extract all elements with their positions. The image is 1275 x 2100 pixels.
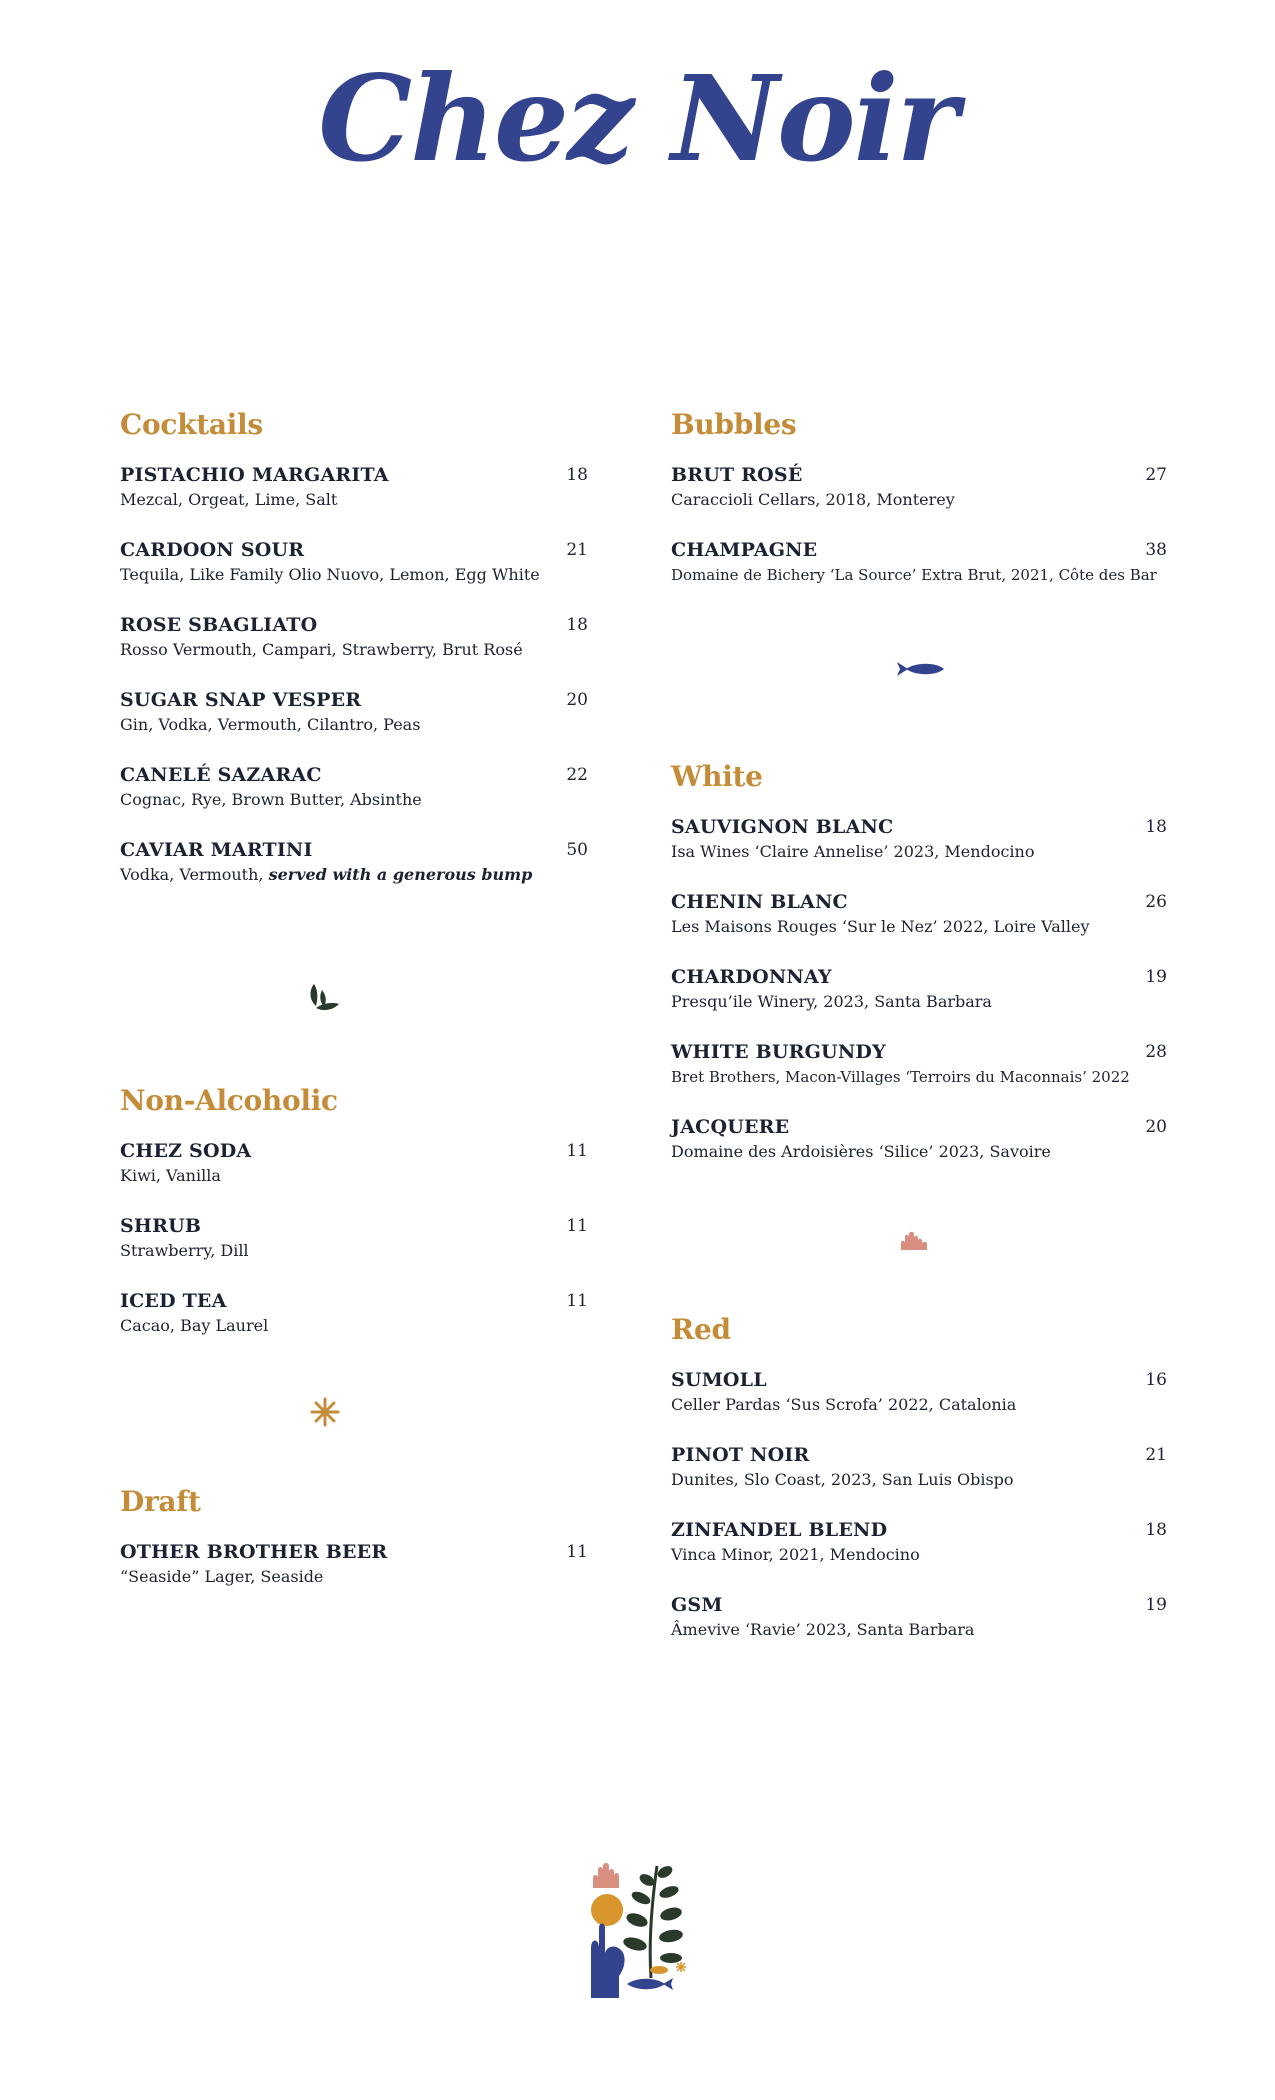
menu-item (120, 1138, 588, 1213)
item-description: Vinca Minor, 2021, Mendocino (671, 1545, 920, 1564)
item-name: CAVIAR MARTINI (120, 839, 313, 861)
item-price: 11 (566, 1141, 588, 1161)
menu-item (120, 762, 588, 837)
item-name: SAUVIGNON BLANC (671, 816, 894, 838)
item-description (120, 863, 588, 887)
item-price: 28 (1145, 1042, 1167, 1062)
item-name: PINOT NOIR (671, 1444, 810, 1466)
section-heading: Cocktails (120, 408, 263, 441)
item-name: ZINFANDEL BLEND (671, 1519, 888, 1541)
item-description: Cacao, Bay Laurel (120, 1316, 269, 1335)
section-heading: Draft (120, 1485, 201, 1518)
section-bubbles (671, 408, 1167, 612)
item-price: 26 (1145, 892, 1167, 912)
item-description: Kiwi, Vanilla (120, 1166, 221, 1185)
menu-item (120, 687, 588, 762)
item-description: Strawberry, Dill (120, 1241, 249, 1260)
menu-item (671, 1592, 1167, 1667)
botanical-logo (585, 1858, 695, 1998)
item-price: 27 (1145, 465, 1167, 485)
item-name: WHITE BURGUNDY (671, 1041, 886, 1063)
item-name: ROSE SBAGLIATO (120, 614, 318, 636)
item-price: 20 (1145, 1117, 1167, 1137)
item-price: 38 (1145, 540, 1167, 560)
menu-item (671, 1442, 1167, 1517)
sun-icon (310, 1397, 340, 1427)
section-red (671, 1313, 1167, 1667)
section-draft (120, 1485, 588, 1614)
menu-item (120, 837, 588, 912)
item-description: Les Maisons Rouges ‘Sur le Nez’ 2022, Loire Valley (671, 917, 1090, 936)
item-price: 11 (566, 1291, 588, 1311)
item-name: OTHER BROTHER BEER (120, 1541, 388, 1563)
item-description: Bret Brothers, Macon-Villages ‘Terroirs du Maconnais’ 2022 (671, 1068, 1130, 1086)
menu-item (120, 537, 588, 612)
menu-item (671, 964, 1167, 1039)
menu-item (120, 1539, 588, 1614)
item-name: SUGAR SNAP VESPER (120, 689, 362, 711)
menu-item (120, 1213, 588, 1288)
menu-item (671, 814, 1167, 889)
item-name: GSM (671, 1594, 723, 1616)
item-description: Rosso Vermouth, Campari, Strawberry, Brut Rosé (120, 640, 523, 659)
item-price: 11 (566, 1542, 588, 1562)
item-price: 19 (1145, 967, 1167, 987)
item-price: 21 (566, 540, 588, 560)
item-price: 18 (566, 465, 588, 485)
menu-item (120, 462, 588, 537)
section-heading: White (671, 760, 763, 793)
item-price: 18 (1145, 1520, 1167, 1540)
item-price: 16 (1145, 1370, 1167, 1390)
menu-item (671, 1517, 1167, 1592)
coral-icon (900, 1231, 930, 1251)
item-description-emphasis: served with a generous bump (268, 865, 533, 884)
item-description: Domaine de Bichery ‘La Source’ Extra Brut, 2021, Côte des Bar (671, 566, 1157, 584)
menu-item (671, 1039, 1167, 1114)
menu-item (671, 1114, 1167, 1189)
item-description: Gin, Vodka, Vermouth, Cilantro, Peas (120, 715, 421, 734)
item-description: “Seaside” Lager, Seaside (120, 1567, 324, 1586)
item-price: 21 (1145, 1445, 1167, 1465)
item-name: SHRUB (120, 1215, 202, 1237)
item-price: 11 (566, 1216, 588, 1236)
item-name: SUMOLL (671, 1369, 767, 1391)
item-name: CANELÉ SAZARAC (120, 764, 322, 786)
item-description: Celler Pardas ‘Sus Scrofa’ 2022, Catalonia (671, 1395, 1017, 1414)
item-name: CHARDONNAY (671, 966, 832, 988)
item-description: Domaine des Ardoisières ‘Silice’ 2023, Savoire (671, 1142, 1051, 1161)
item-description: Isa Wines ‘Claire Annelise’ 2023, Mendocino (671, 842, 1035, 861)
item-description: Presqu’ile Winery, 2023, Santa Barbara (671, 992, 992, 1011)
item-price: 22 (566, 765, 588, 785)
menu-item (671, 1367, 1167, 1442)
section-non-alcoholic (120, 1084, 588, 1363)
section-white (671, 760, 1167, 1189)
item-price: 19 (1145, 1595, 1167, 1615)
section-heading: Non-Alcoholic (120, 1084, 338, 1117)
item-name: CARDOON SOUR (120, 539, 305, 561)
item-description: Dunites, Slo Coast, 2023, San Luis Obispo (671, 1470, 1014, 1489)
fish-icon (896, 660, 946, 678)
menu-item (671, 537, 1167, 612)
item-description: Mezcal, Orgeat, Lime, Salt (120, 490, 338, 509)
menu-item (120, 612, 588, 687)
item-description: Âmevive ‘Ravie’ 2023, Santa Barbara (671, 1620, 975, 1639)
item-description: Tequila, Like Family Olio Nuovo, Lemon, Egg White (120, 565, 540, 584)
item-name: JACQUERE (671, 1116, 790, 1138)
item-price: 50 (566, 840, 588, 860)
menu-item (671, 462, 1167, 537)
item-price: 18 (566, 615, 588, 635)
section-heading: Bubbles (671, 408, 797, 441)
item-name: ICED TEA (120, 1290, 227, 1312)
section-cocktails (120, 408, 588, 912)
item-description-text: Vodka, Vermouth, (120, 865, 269, 884)
item-name: CHEZ SODA (120, 1140, 252, 1162)
menu-item (671, 889, 1167, 964)
item-name: CHENIN BLANC (671, 891, 848, 913)
item-description: Caraccioli Cellars, 2018, Monterey (671, 490, 955, 509)
menu-item (120, 1288, 588, 1363)
item-name: PISTACHIO MARGARITA (120, 464, 389, 486)
item-name: BRUT ROSÉ (671, 464, 803, 486)
section-heading: Red (671, 1313, 731, 1346)
item-price: 18 (1145, 817, 1167, 837)
item-description: Cognac, Rye, Brown Butter, Absinthe (120, 790, 422, 809)
item-name: CHAMPAGNE (671, 539, 818, 561)
item-price: 20 (566, 690, 588, 710)
page-title: Chez Noir (318, 49, 957, 188)
leaf-icon (306, 980, 342, 1014)
